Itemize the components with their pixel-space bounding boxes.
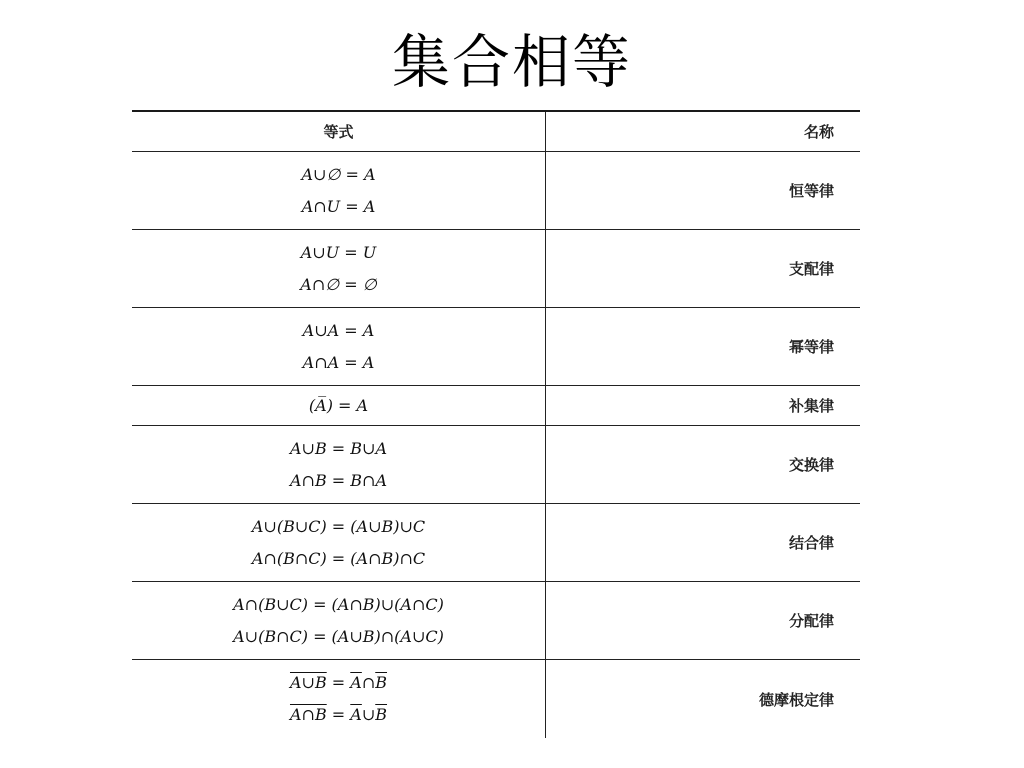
law-name: 结合律 [788, 534, 834, 552]
header-formula-label: 等式 [323, 123, 354, 141]
formula-line: A∩∅ = ∅ [300, 274, 377, 294]
table-row-de-morgan [132, 660, 860, 738]
table-row-identity [132, 152, 860, 230]
law-name: 德摩根定律 [758, 690, 834, 709]
formula-line: A∪(B∪C) = (A∪B)∪C [251, 516, 426, 536]
formula-line: A∩A = A [302, 352, 375, 372]
name-cell [546, 152, 860, 229]
header-name-cell [546, 112, 860, 151]
name-cell [546, 308, 860, 385]
formula-overlined-part: $\overline{B}$ [375, 673, 388, 692]
name-cell [546, 386, 860, 425]
table-row-distributive [132, 582, 860, 660]
formula-cell [132, 230, 546, 307]
law-name: 幂等律 [788, 338, 834, 356]
name-cell [546, 426, 860, 503]
law-name: 交换律 [788, 456, 834, 474]
law-name: 分配律 [788, 612, 834, 630]
set-identities-table [132, 110, 860, 738]
formula-overlined-part: A∪B [289, 673, 327, 692]
formula-line: A∪∅ = A [301, 164, 376, 184]
table-row-idempotent [132, 308, 860, 386]
formula-line: (A̅) = A [308, 395, 369, 415]
formula-cell [132, 152, 546, 229]
formula-line: A∩(B∪C) = (A∩B)∪(A∩C) [233, 594, 444, 614]
header-formula-cell [132, 112, 546, 151]
table-row-complementation [132, 386, 860, 426]
name-cell [546, 660, 860, 738]
formula-cell [132, 582, 546, 659]
name-cell [546, 582, 860, 659]
formula-line: A∪B = B∪A [289, 438, 387, 458]
formula-cell [132, 504, 546, 581]
formula-line: A∩(B∩C) = (A∩B)∩C [251, 548, 426, 568]
formula-line: A∪B = $\overline{A}\cap\overline{B}$ [289, 673, 388, 692]
formula-cell [132, 660, 546, 738]
header-name-label: 名称 [803, 123, 834, 141]
formula-overlined-part: A∩B [289, 705, 327, 724]
formula-line: A∪A = A [302, 320, 375, 340]
formula-line: A∩U = A [301, 196, 376, 216]
table-row-commutative [132, 426, 860, 504]
table-header-row [132, 112, 860, 152]
name-cell [546, 230, 860, 307]
slide-title: 集合相等 [391, 28, 632, 96]
formula-cell [132, 426, 546, 503]
formula-line: A∪U = U [300, 242, 377, 262]
formula-line: A∪(B∩C) = (A∪B)∩(A∪C) [233, 626, 444, 646]
table-row-associative [132, 504, 860, 582]
law-name: 恒等律 [788, 182, 834, 200]
formula-overlined-part: $\overline{A}$ [350, 673, 362, 692]
formula-line: A∩B = B∩A [289, 470, 387, 490]
table-row-domination [132, 230, 860, 308]
formula-overlined-part: $\overline{B}$ [375, 705, 388, 724]
formula-line: A∩B = $\overline{A}\cup\overline{B}$ [289, 705, 388, 724]
law-name: 补集律 [788, 397, 834, 415]
name-cell [546, 504, 860, 581]
law-name: 支配律 [788, 260, 834, 278]
formula-cell [132, 386, 546, 425]
formula-overlined-part: $\overline{A}$ [350, 705, 362, 724]
formula-cell [132, 308, 546, 385]
